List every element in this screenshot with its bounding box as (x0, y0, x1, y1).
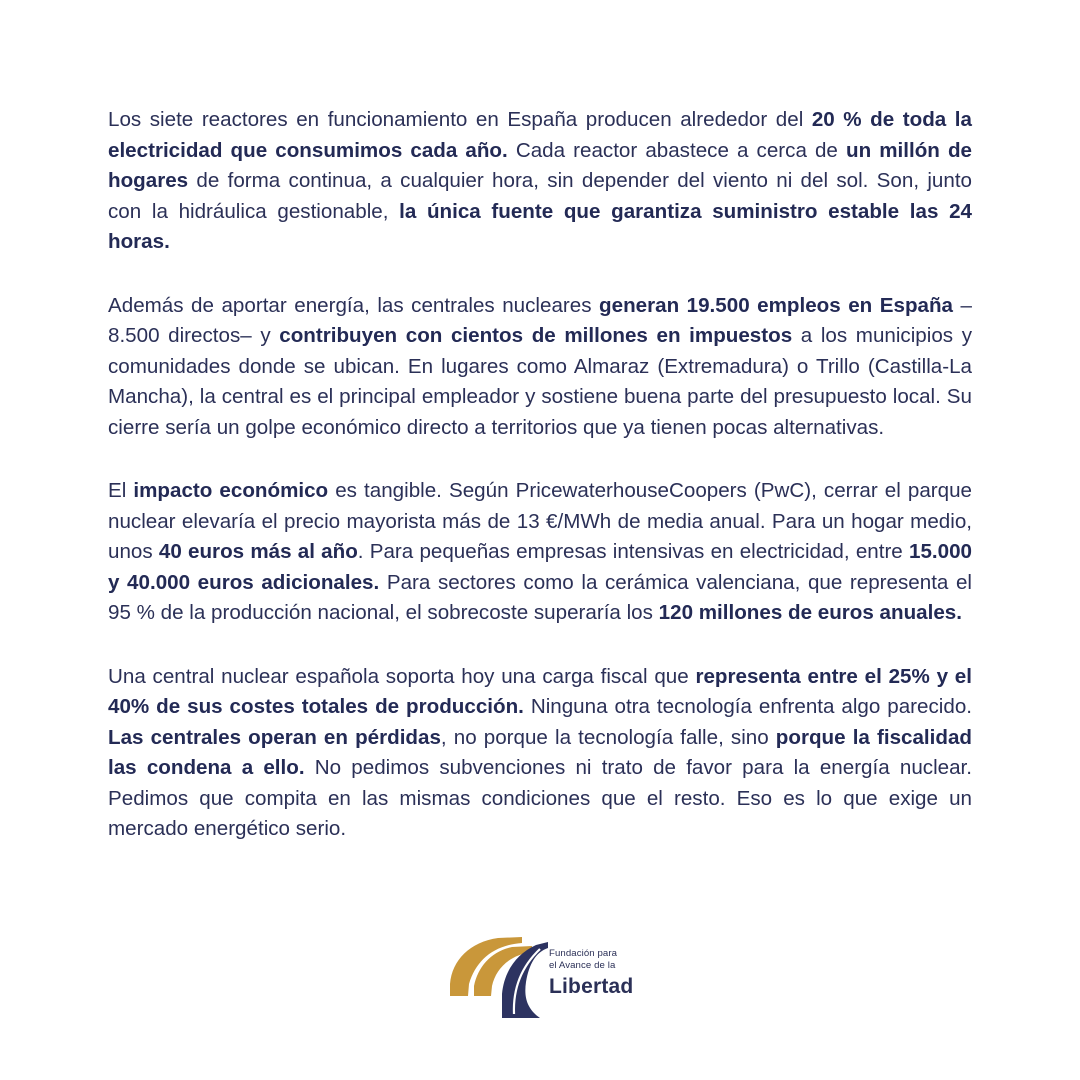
text-run: Además de aportar energía, las centrales nucleares (108, 293, 600, 317)
text-run: a los municipios y comunidades donde se ubican. En lugares como Almaraz (Extremadura) o Trillo (Castilla-La Mancha), la central es el principal empleador y sostiene buena parte del presupuesto local. Su cierre sería un golpe económico directo a territorios que ya tienen pocas alternativas. (108, 324, 973, 439)
text-run: Cada reactor abastece a cerca de (507, 138, 846, 162)
text-run: Los siete reactores en funcionamiento en España producen alrededor del (108, 108, 812, 131)
text-run: El (108, 479, 134, 502)
text-run: . Para pequeñas empresas intensivas en electricidad, entre (357, 540, 909, 563)
article-body (108, 105, 972, 845)
paragraph-3 (108, 476, 972, 629)
text-run: es tangible. Según PricewaterhouseCoopers (PwC), cerrar el parque nuclear elevaría el precio mayorista más de 13 €/MWh de media anual. Para un hogar medio, unos (108, 479, 972, 563)
paragraph-2 (108, 291, 972, 444)
logo-text (549, 948, 633, 999)
text-run: Ninguna otra tecnología enfrenta algo parecido. (523, 695, 972, 718)
road-arches-icon (448, 934, 548, 1020)
bold-text-run: un millón de hogares (108, 138, 972, 192)
text-run: Para sectores como la cerámica valenciana, que representa el 95 % de la producción nacional, el sobrecoste superaría los (108, 570, 973, 624)
foundation-logo (448, 934, 638, 1024)
bold-text-run: Las centrales operan en pérdidas (108, 725, 441, 749)
bold-text-run: la única fuente que garantiza suministro estable las 24 horas. (108, 199, 972, 253)
paragraph-1 (108, 105, 972, 258)
text-run: de forma continua, a cualquier hora, sin depender del viento ni del sol. Son, junto con la hidráulica gestionable, (108, 169, 972, 223)
bold-text-run: 120 millones de euros anuales. (658, 601, 962, 624)
bold-text-run: impacto económico (133, 479, 329, 502)
logo-line-1: Fundación para (549, 948, 618, 959)
bold-text-run: 40 euros más al año (158, 540, 358, 563)
text-run: , no porque la tecnología falle, sino (440, 725, 776, 749)
paragraph-4 (108, 662, 972, 845)
text-run: No pedimos subvenciones ni trato de favor para la energía nuclear. Pedimos que compita en las mismas condiciones que el resto. Eso es lo que exige un mercado energético serio. (108, 756, 973, 840)
bold-text-run: 15.000 y 40.000 euros adicionales. (108, 540, 972, 594)
logo-line-2: el Avance de la (549, 960, 616, 971)
logo-line-3: Libertad (549, 975, 634, 998)
bold-text-run: representa entre el 25% y el 40% de sus costes totales de producción. (108, 664, 972, 718)
bold-text-run: generan 19.500 empleos en España (599, 293, 954, 317)
text-run: –8.500 directos– y (108, 293, 972, 347)
bold-text-run: contribuyen con cientos de millones en impuestos (279, 324, 793, 347)
text-run: Una central nuclear española soporta hoy una carga fiscal que (108, 664, 696, 688)
bold-text-run: porque la fiscalidad las condena a ello. (108, 725, 972, 779)
bold-text-run: 20 % de toda la electricidad que consumimos cada año. (108, 108, 972, 162)
